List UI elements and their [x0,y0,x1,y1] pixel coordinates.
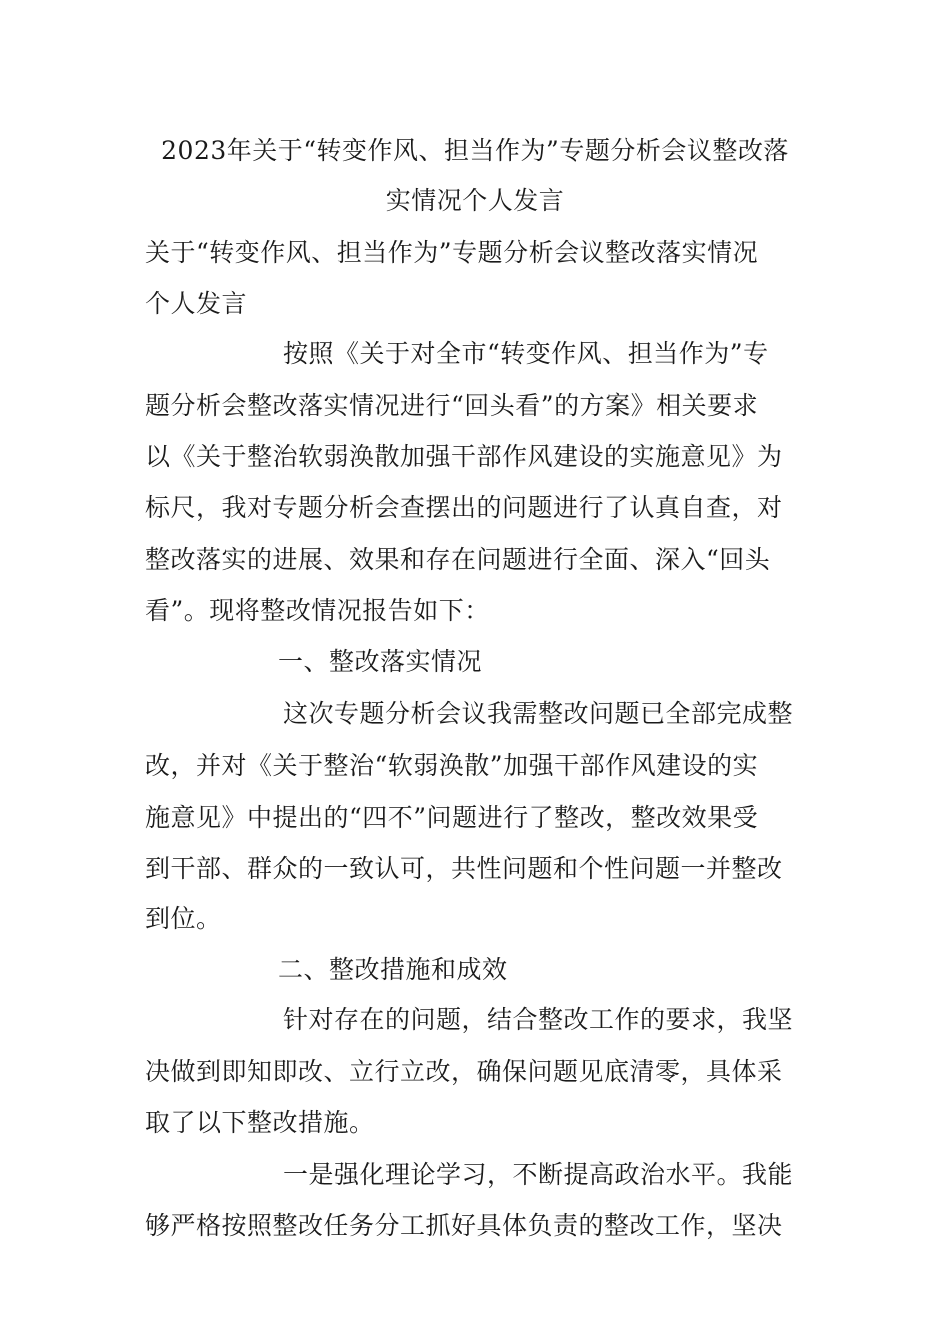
intro-line: 看”。现将整改情况报告如下： [145,596,490,625]
intro-line: 题分析会整改落实情况进行“回头看”的方案》相关要求 [145,391,759,420]
intro-line: 整改落实的进展、效果和存在问题进行全面、深入“回头 [145,545,771,574]
section-2-body-line: 针对存在的问题，结合整改工作的要求，我坚 [283,1005,794,1034]
intro-line: 按照《关于对全市“转变作风、担当作为”专 [283,339,769,368]
section-1-body-line: 改，并对《关于整治“软弱涣散”加强干部作风建设的实 [145,751,759,780]
intro-line: 标尺，我对专题分析会查摆出的问题进行了认真自查，对 [145,493,783,522]
section-2-body-line: 决做到即知即改、立行立改，确保问题见底清零，具体采 [145,1057,783,1086]
document-title-line-2: 实情况个人发言 [385,186,565,215]
section-1-body-line: 这次专题分析会议我需整改问题已全部完成整 [283,699,794,728]
section-1-body-line: 到位。 [145,904,222,933]
intro-line: 以《关于整治软弱涣散加强干部作风建设的实施意见》为 [145,442,783,471]
section-2-item-1-line: 够严格按照整改任务分工抓好具体负责的整改工作，坚决 [145,1211,783,1240]
subtitle-line-1: 关于“转变作风、担当作为”专题分析会议整改落实情况 [145,238,759,267]
document-title-line-1: 2023年关于“转变作风、担当作为”专题分析会议整改落 [161,136,789,165]
section-1-body-line: 到干部、群众的一致认可，共性问题和个性问题一并整改 [145,854,783,883]
section-2-item-1-line: 一是强化理论学习，不断提高政治水平。我能 [283,1160,794,1189]
section-1-heading: 一、整改落实情况 [278,647,483,676]
subtitle-line-2: 个人发言 [145,289,248,318]
section-1-body-line: 施意见》中提出的“四不”问题进行了整改，整改效果受 [145,803,759,832]
section-2-heading: 二、整改措施和成效 [278,955,508,984]
section-2-body-line: 取了以下整改措施。 [145,1108,375,1137]
